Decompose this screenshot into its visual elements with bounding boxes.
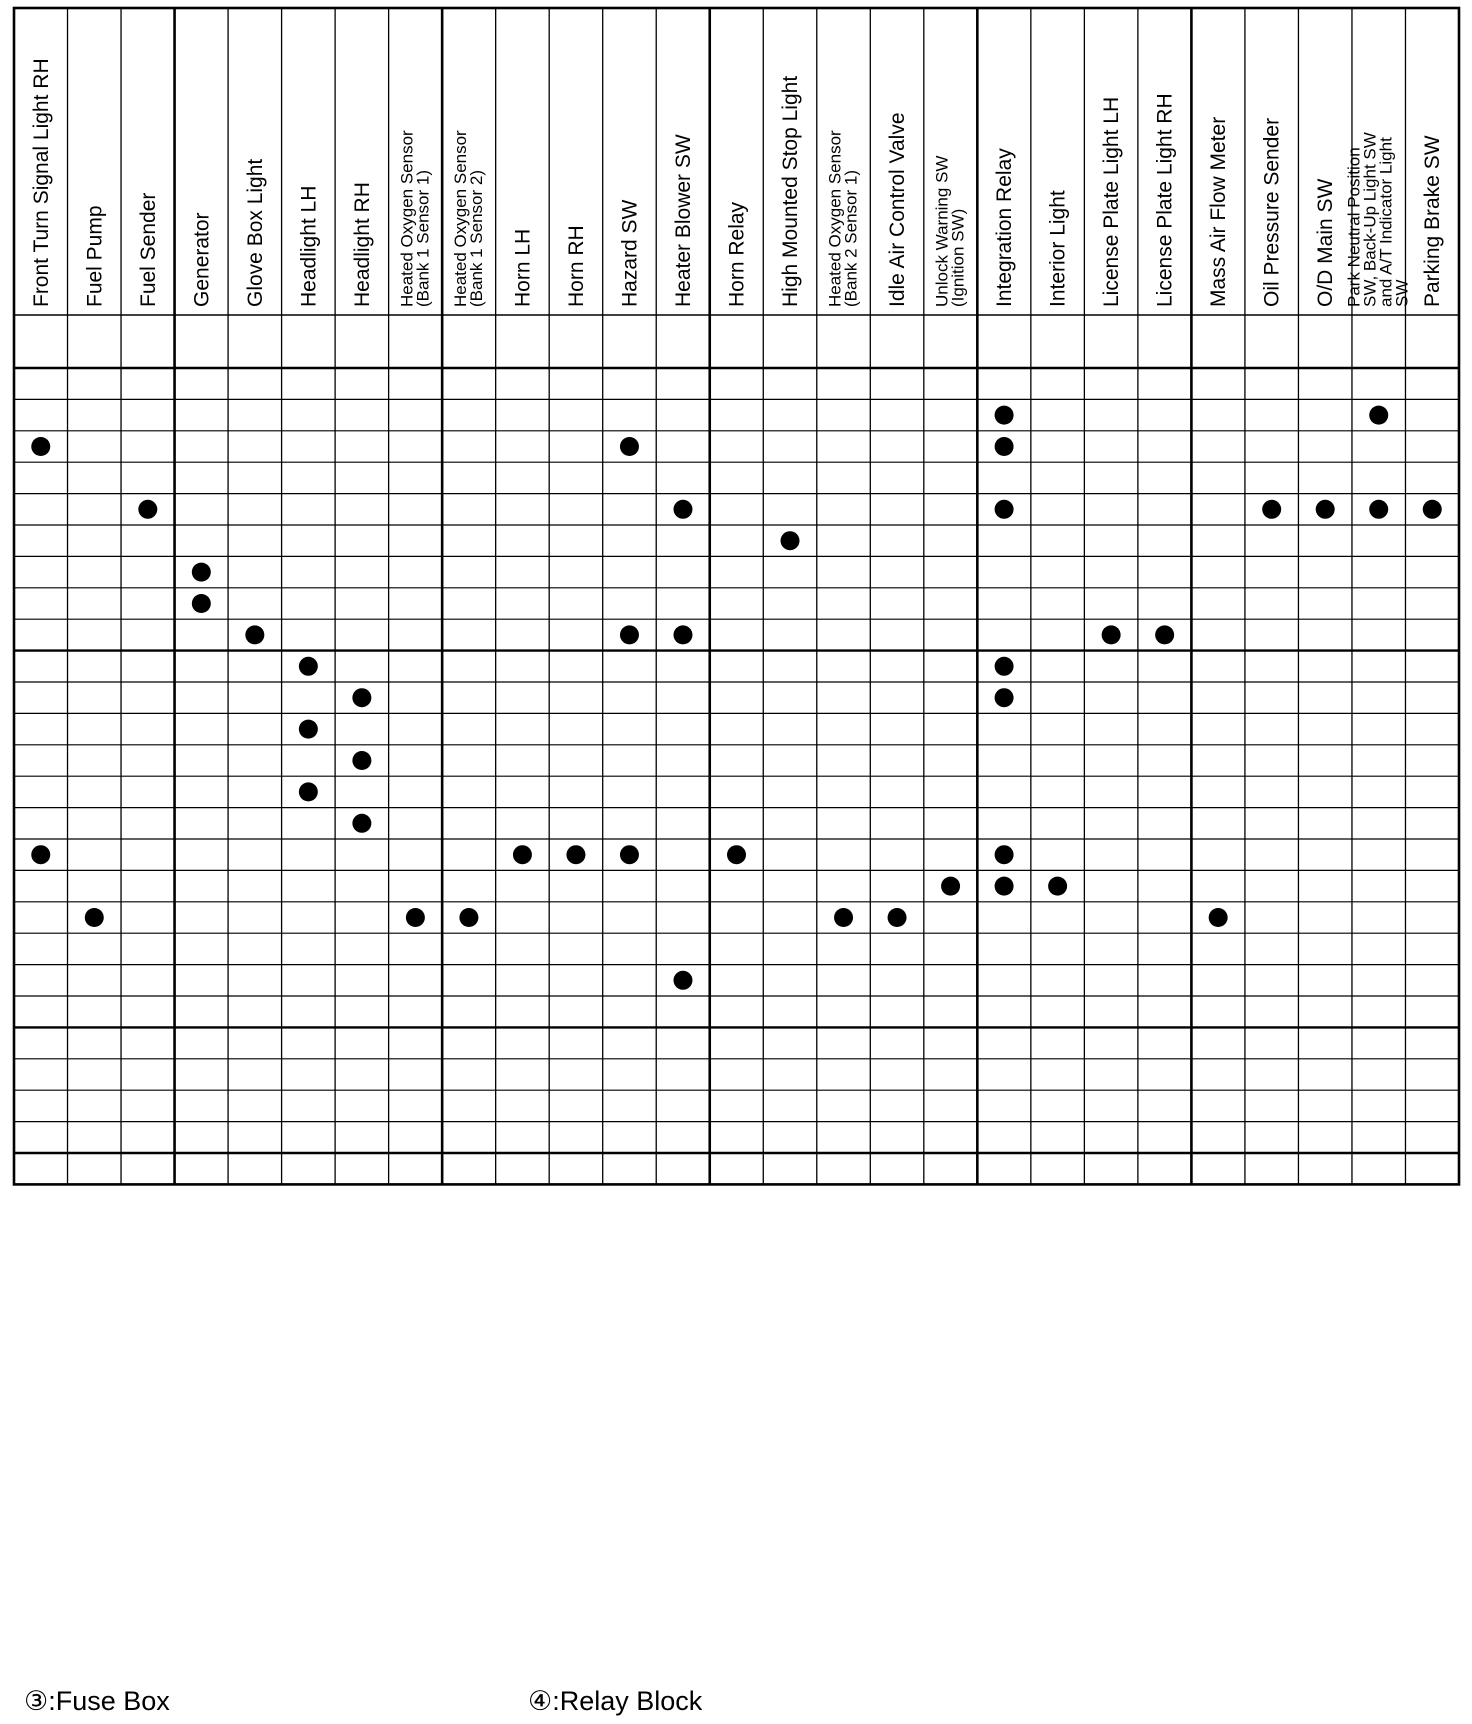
connection-dot bbox=[1369, 500, 1388, 519]
connection-dot bbox=[995, 406, 1014, 425]
connection-dot bbox=[620, 845, 639, 864]
connection-dot bbox=[406, 908, 425, 927]
connection-dot bbox=[727, 845, 746, 864]
connection-dot bbox=[1369, 406, 1388, 425]
column-header-label: Headlight RH bbox=[350, 182, 374, 307]
column-header-label: Idle Air Control Valve bbox=[886, 112, 910, 307]
connection-dot bbox=[995, 437, 1014, 456]
column-header-label: SW bbox=[1392, 279, 1412, 307]
connection-dot bbox=[1316, 500, 1335, 519]
legend-fuse-box: ③:Fuse Box bbox=[24, 1686, 170, 1716]
connection-dot bbox=[673, 971, 692, 990]
column-header-label: and A/T Indicator Light bbox=[1376, 137, 1396, 307]
column-header-label: High Mounted Stop Light bbox=[779, 75, 803, 307]
column-header-label: Integration Relay bbox=[993, 148, 1017, 307]
column-header-label: Heated Oxygen Sensor bbox=[397, 130, 417, 307]
connection-dot bbox=[85, 908, 104, 927]
connection-dot bbox=[352, 688, 371, 707]
connection-dot bbox=[834, 908, 853, 927]
connection-dot bbox=[352, 751, 371, 770]
column-header-label: Horn Relay bbox=[725, 201, 749, 307]
connection-dot bbox=[459, 908, 478, 927]
connection-dot bbox=[1262, 500, 1281, 519]
connection-dot bbox=[781, 531, 800, 550]
connection-dot bbox=[192, 594, 211, 613]
column-header-label: Heater Blower SW bbox=[671, 134, 695, 307]
connection-dot bbox=[673, 625, 692, 644]
column-header-label: Glove Box Light bbox=[243, 158, 267, 307]
column-header-label: Heated Oxygen Sensor bbox=[450, 130, 470, 307]
column-header-label: Oil Pressure Sender bbox=[1260, 117, 1284, 307]
column-header-label: Fuel Pump bbox=[83, 205, 107, 307]
table-frame bbox=[14, 8, 1459, 1184]
column-header-label: License Plate Light RH bbox=[1153, 93, 1177, 307]
column-header-label: Mass Air Flow Meter bbox=[1207, 116, 1231, 307]
column-header-label: (Bank 1 Sensor 1) bbox=[413, 169, 433, 307]
column-header-label: Horn LH bbox=[511, 228, 535, 307]
legend-relay-block: ④:Relay Block bbox=[528, 1686, 703, 1716]
column-header-label: (Bank 2 Sensor 1) bbox=[841, 169, 861, 307]
connection-dot bbox=[566, 845, 585, 864]
column-header-label: (Bank 1 Sensor 2) bbox=[466, 169, 486, 307]
column-header-label: Interior Light bbox=[1046, 190, 1070, 307]
connection-dot bbox=[995, 657, 1014, 676]
connection-dot bbox=[673, 500, 692, 519]
connection-dot bbox=[299, 782, 318, 801]
connection-dot bbox=[192, 563, 211, 582]
connection-dot bbox=[299, 720, 318, 739]
column-header-label: License Plate Light LH bbox=[1100, 96, 1124, 307]
column-header-label: SW, Back-Up Light SW bbox=[1360, 132, 1380, 307]
connection-dot bbox=[513, 845, 532, 864]
connection-dot bbox=[352, 814, 371, 833]
connection-dot bbox=[31, 845, 50, 864]
connection-dot bbox=[299, 657, 318, 676]
column-header-label: Front Turn Signal Light RH bbox=[29, 58, 53, 307]
connection-dot bbox=[1423, 500, 1442, 519]
connection-dot bbox=[888, 908, 907, 927]
connection-dot bbox=[138, 500, 157, 519]
column-header-label: Fuel Sender bbox=[136, 192, 160, 307]
connection-dot bbox=[620, 437, 639, 456]
connection-dot bbox=[995, 500, 1014, 519]
column-header-label: (Ignition SW) bbox=[948, 208, 968, 307]
column-header-label: Headlight LH bbox=[297, 185, 321, 307]
column-header-label: Hazard SW bbox=[618, 199, 642, 307]
column-header-label: Generator bbox=[190, 212, 214, 307]
column-header-label: Parking Brake SW bbox=[1421, 135, 1445, 307]
column-header-label: Horn RH bbox=[564, 225, 588, 307]
column-header-label: Heated Oxygen Sensor bbox=[825, 130, 845, 307]
connection-dot bbox=[245, 625, 264, 644]
connection-dot bbox=[1209, 908, 1228, 927]
connection-dot bbox=[1048, 877, 1067, 896]
connection-dot bbox=[941, 877, 960, 896]
connection-dot bbox=[995, 877, 1014, 896]
connection-dot bbox=[1102, 625, 1121, 644]
connection-dot bbox=[1155, 625, 1174, 644]
column-header-label: O/D Main SW bbox=[1314, 178, 1338, 307]
connection-dot bbox=[31, 437, 50, 456]
column-header-label: Unlock Warning SW bbox=[932, 155, 952, 307]
column-header-label: Park Neutral Position bbox=[1344, 147, 1364, 307]
connection-dot bbox=[620, 625, 639, 644]
connection-dot bbox=[995, 845, 1014, 864]
connection-dot bbox=[995, 688, 1014, 707]
